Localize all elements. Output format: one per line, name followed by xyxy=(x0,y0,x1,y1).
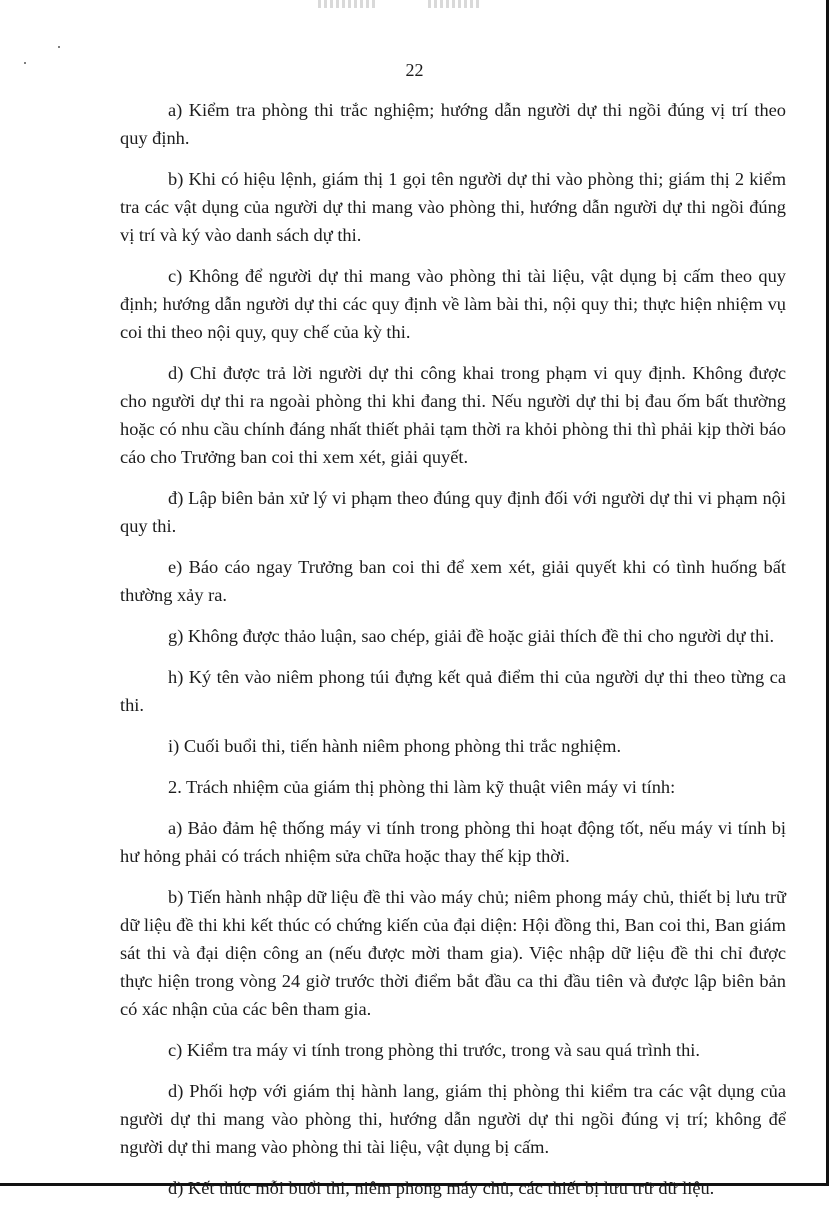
scan-artifact-top-right xyxy=(428,0,480,8)
paragraph-a-computer-system: a) Bảo đảm hệ thống máy vi tính trong phòng thi hoạt động tốt, nếu máy vi tính bị hư hỏng phải có trách nhiệm sửa chữa hoặc thay thế kịp thời. xyxy=(120,818,786,866)
paragraph-d-answer-candidates: d) Chỉ được trả lời người dự thi công khai trong phạm vi quy định. Không được cho người dự thi ra ngoài phòng thi khi đang thi. Nếu người dự thi bị đau ốm bất thường hoặc có nhu cầu chính đáng nhất thiết phải tạm thời ra khỏi phòng thi thì phải kịp thời báo cáo cho Trưởng ban coi thi xem xét, giải quyết. xyxy=(120,363,786,467)
paragraph-c-prohibited-items: c) Không để người dự thi mang vào phòng thi tài liệu, vật dụng bị cấm theo quy định; hướng dẫn người dự thi các quy định về làm bài thi, nội quy thi; thực hiện nhiệm vụ coi thi theo nội quy, quy chế của kỳ thi. xyxy=(120,266,786,342)
paragraph-d-coordinate: d) Phối hợp với giám thị hành lang, giám thị phòng thi kiểm tra các vật dụng của người dự thi mang vào phòng thi, hướng dẫn người dự thi ngồi đúng vị trí; không để người dự thi mang vào phòng thi tài liệu, vật dụng bị cấm. xyxy=(120,1081,786,1157)
paragraph-dd-violation-report: đ) Lập biên bản xử lý vi phạm theo đúng quy định đối với người dự thi vi phạm nội quy thi. xyxy=(120,488,786,536)
paragraph-g-no-discussion: g) Không được thảo luận, sao chép, giải đề hoặc giải thích đề thi cho người dự thi. xyxy=(168,626,775,646)
scan-artifact-top-left xyxy=(318,0,378,8)
paragraph-h-sign-seal: h) Ký tên vào niêm phong túi đựng kết quả điểm thi của người dự thi theo từng ca thi. xyxy=(120,667,786,715)
paragraph-dd-end-session: đ) Kết thúc mỗi buổi thi, niêm phong máy chủ, các thiết bị lưu trữ dữ liệu. xyxy=(168,1178,715,1198)
document-body xyxy=(120,96,786,1215)
page-number: 22 xyxy=(405,60,424,80)
section-heading-technician: 2. Trách nhiệm của giám thị phòng thi làm kỹ thuật viên máy vi tính: xyxy=(168,777,676,797)
scan-speck xyxy=(58,46,60,48)
paragraph-c-check-computers: c) Kiểm tra máy vi tính trong phòng thi trước, trong và sau quá trình thi. xyxy=(168,1040,700,1060)
paragraph-i-seal-room: i) Cuối buổi thi, tiến hành niêm phong phòng thi trắc nghiệm. xyxy=(168,736,622,756)
paragraph-a-exam-room-check: a) Kiểm tra phòng thi trắc nghiệm; hướng dẫn người dự thi ngồi đúng vị trí theo quy định. xyxy=(120,100,786,148)
paragraph-b-call-candidates: b) Khi có hiệu lệnh, giám thị 1 gọi tên người dự thi vào phòng thi; giám thị 2 kiểm tra các vật dụng của người dự thi mang vào phòng thi, hướng dẫn người dự thi ngồi đúng vị trí và ký vào danh sách dự thi. xyxy=(120,169,786,245)
paragraph-b-input-data: b) Tiến hành nhập dữ liệu đề thi vào máy chủ; niêm phong máy chủ, thiết bị lưu trữ dữ liệu đề thi khi kết thúc có chứng kiến của đại diện: Hội đồng thi, Ban coi thi, Ban giám sát thi và đại diện công an (nếu được mời tham gia). Việc nhập dữ liệu đề thi chỉ được thực hiện trong vòng 24 giờ trước thời điểm bắt đầu ca thi đầu tiên và được lập biên bản có xác nhận của các bên tham gia. xyxy=(120,887,786,1019)
paragraph-e-report-head: e) Báo cáo ngay Trưởng ban coi thi để xem xét, giải quyết khi có tình huống bất thường xảy ra. xyxy=(120,557,786,605)
